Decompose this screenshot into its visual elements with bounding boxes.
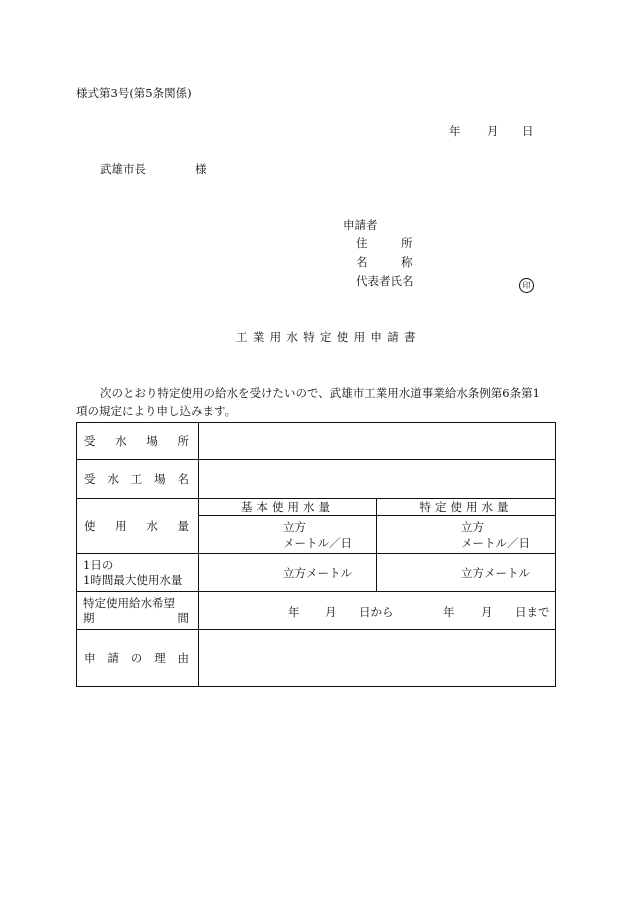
basic-hourly-max-field[interactable]	[199, 554, 377, 592]
applicant-heading: 申請者	[343, 218, 378, 232]
special-hourly-max-field[interactable]	[377, 554, 556, 592]
period-from: 日から	[359, 604, 394, 619]
table-row	[77, 592, 556, 630]
name-label-1: 名	[356, 255, 368, 269]
water-receiving-factory-field[interactable]	[199, 460, 556, 499]
row1-label-cell	[77, 423, 199, 460]
basic-usage-field[interactable]	[199, 516, 377, 554]
date-day: 日	[522, 124, 534, 138]
row1-label-char: 場	[146, 434, 158, 448]
date-month: 月	[487, 124, 499, 138]
row6-label-char: 請	[107, 651, 119, 665]
seal-mark-text: 印	[519, 278, 534, 293]
unit-daily-1: 立方	[461, 519, 484, 534]
row1-label-char: 受	[84, 434, 96, 448]
application-table	[76, 422, 556, 687]
row2-label-cell	[77, 460, 199, 499]
table-row	[77, 423, 556, 460]
row1-label-char: 所	[177, 434, 189, 448]
row3-label-char: 水	[146, 519, 158, 533]
row3-label-char: 用	[115, 519, 127, 533]
period-month-1: 月	[325, 604, 337, 619]
row6-label-char: 申	[84, 651, 96, 665]
row4-label-cell	[77, 554, 199, 592]
date-year: 年	[449, 124, 461, 138]
intro-line-2: 項の規定により申し込みます。	[76, 404, 237, 418]
unit-cubic-meter: 立方メートル	[283, 565, 352, 580]
row6-label-char: の	[130, 651, 143, 665]
form-number: 様式第3号(第5条関係)	[76, 86, 192, 100]
representative-label: 代表者氏名	[356, 274, 414, 288]
row6-label-char: 理	[154, 651, 166, 665]
page-title: 工業用水特定使用申請書	[236, 330, 421, 344]
row2-label-char: 水	[107, 472, 119, 486]
row3-label-char: 使	[84, 519, 96, 533]
row1-label-char: 水	[115, 434, 127, 448]
row2-label-char: 工	[130, 472, 143, 486]
unit-daily-1: 立方	[283, 519, 306, 534]
addressee-name: 武雄市長	[100, 162, 146, 176]
row3-label-char: 量	[177, 519, 189, 533]
water-receiving-location-field[interactable]	[199, 423, 556, 460]
table-row	[77, 499, 556, 516]
row5-label-char: 期	[83, 610, 95, 625]
col-header-special: 特定使用水量	[377, 499, 556, 516]
unit-cubic-meter: 立方メートル	[461, 565, 530, 580]
seal-mark	[519, 273, 534, 293]
special-usage-field[interactable]	[377, 516, 556, 554]
row2-label-char: 受	[84, 472, 96, 486]
period-until: 日まで	[515, 604, 550, 619]
row2-label-char: 名	[177, 472, 189, 486]
row6-label-cell	[77, 630, 199, 687]
requested-period-field[interactable]	[199, 592, 556, 630]
row4-label-1: 1日の	[83, 557, 114, 572]
row5-label-cell	[77, 592, 199, 630]
table-row	[77, 460, 556, 499]
period-month-2: 月	[481, 604, 493, 619]
table-row	[77, 630, 556, 687]
table-row	[77, 554, 556, 592]
unit-daily-2: メートル／日	[461, 535, 530, 550]
row4-label-2: 1時間最大使用水量	[83, 572, 183, 587]
name-label-2: 称	[401, 255, 413, 269]
address-label-2: 所	[401, 236, 413, 250]
row5-label-char: 間	[177, 610, 189, 625]
intro-line-1: 次のとおり特定使用の給水を受けたいので、武雄市工業用水道事業給水条例第6条第1	[100, 386, 540, 400]
row6-label-char: 由	[177, 651, 189, 665]
period-year-2: 年	[443, 604, 455, 619]
row3-label-cell	[77, 499, 199, 554]
row5-label-1: 特定使用給水希望	[83, 595, 175, 610]
addressee-honorific: 様	[195, 162, 207, 176]
period-year-1: 年	[288, 604, 300, 619]
row2-label-char: 場	[154, 472, 166, 486]
unit-daily-2: メートル／日	[283, 535, 352, 550]
application-reason-field[interactable]	[199, 630, 556, 687]
col-header-basic: 基本使用水量	[199, 499, 377, 516]
address-label-1: 住	[356, 236, 368, 250]
